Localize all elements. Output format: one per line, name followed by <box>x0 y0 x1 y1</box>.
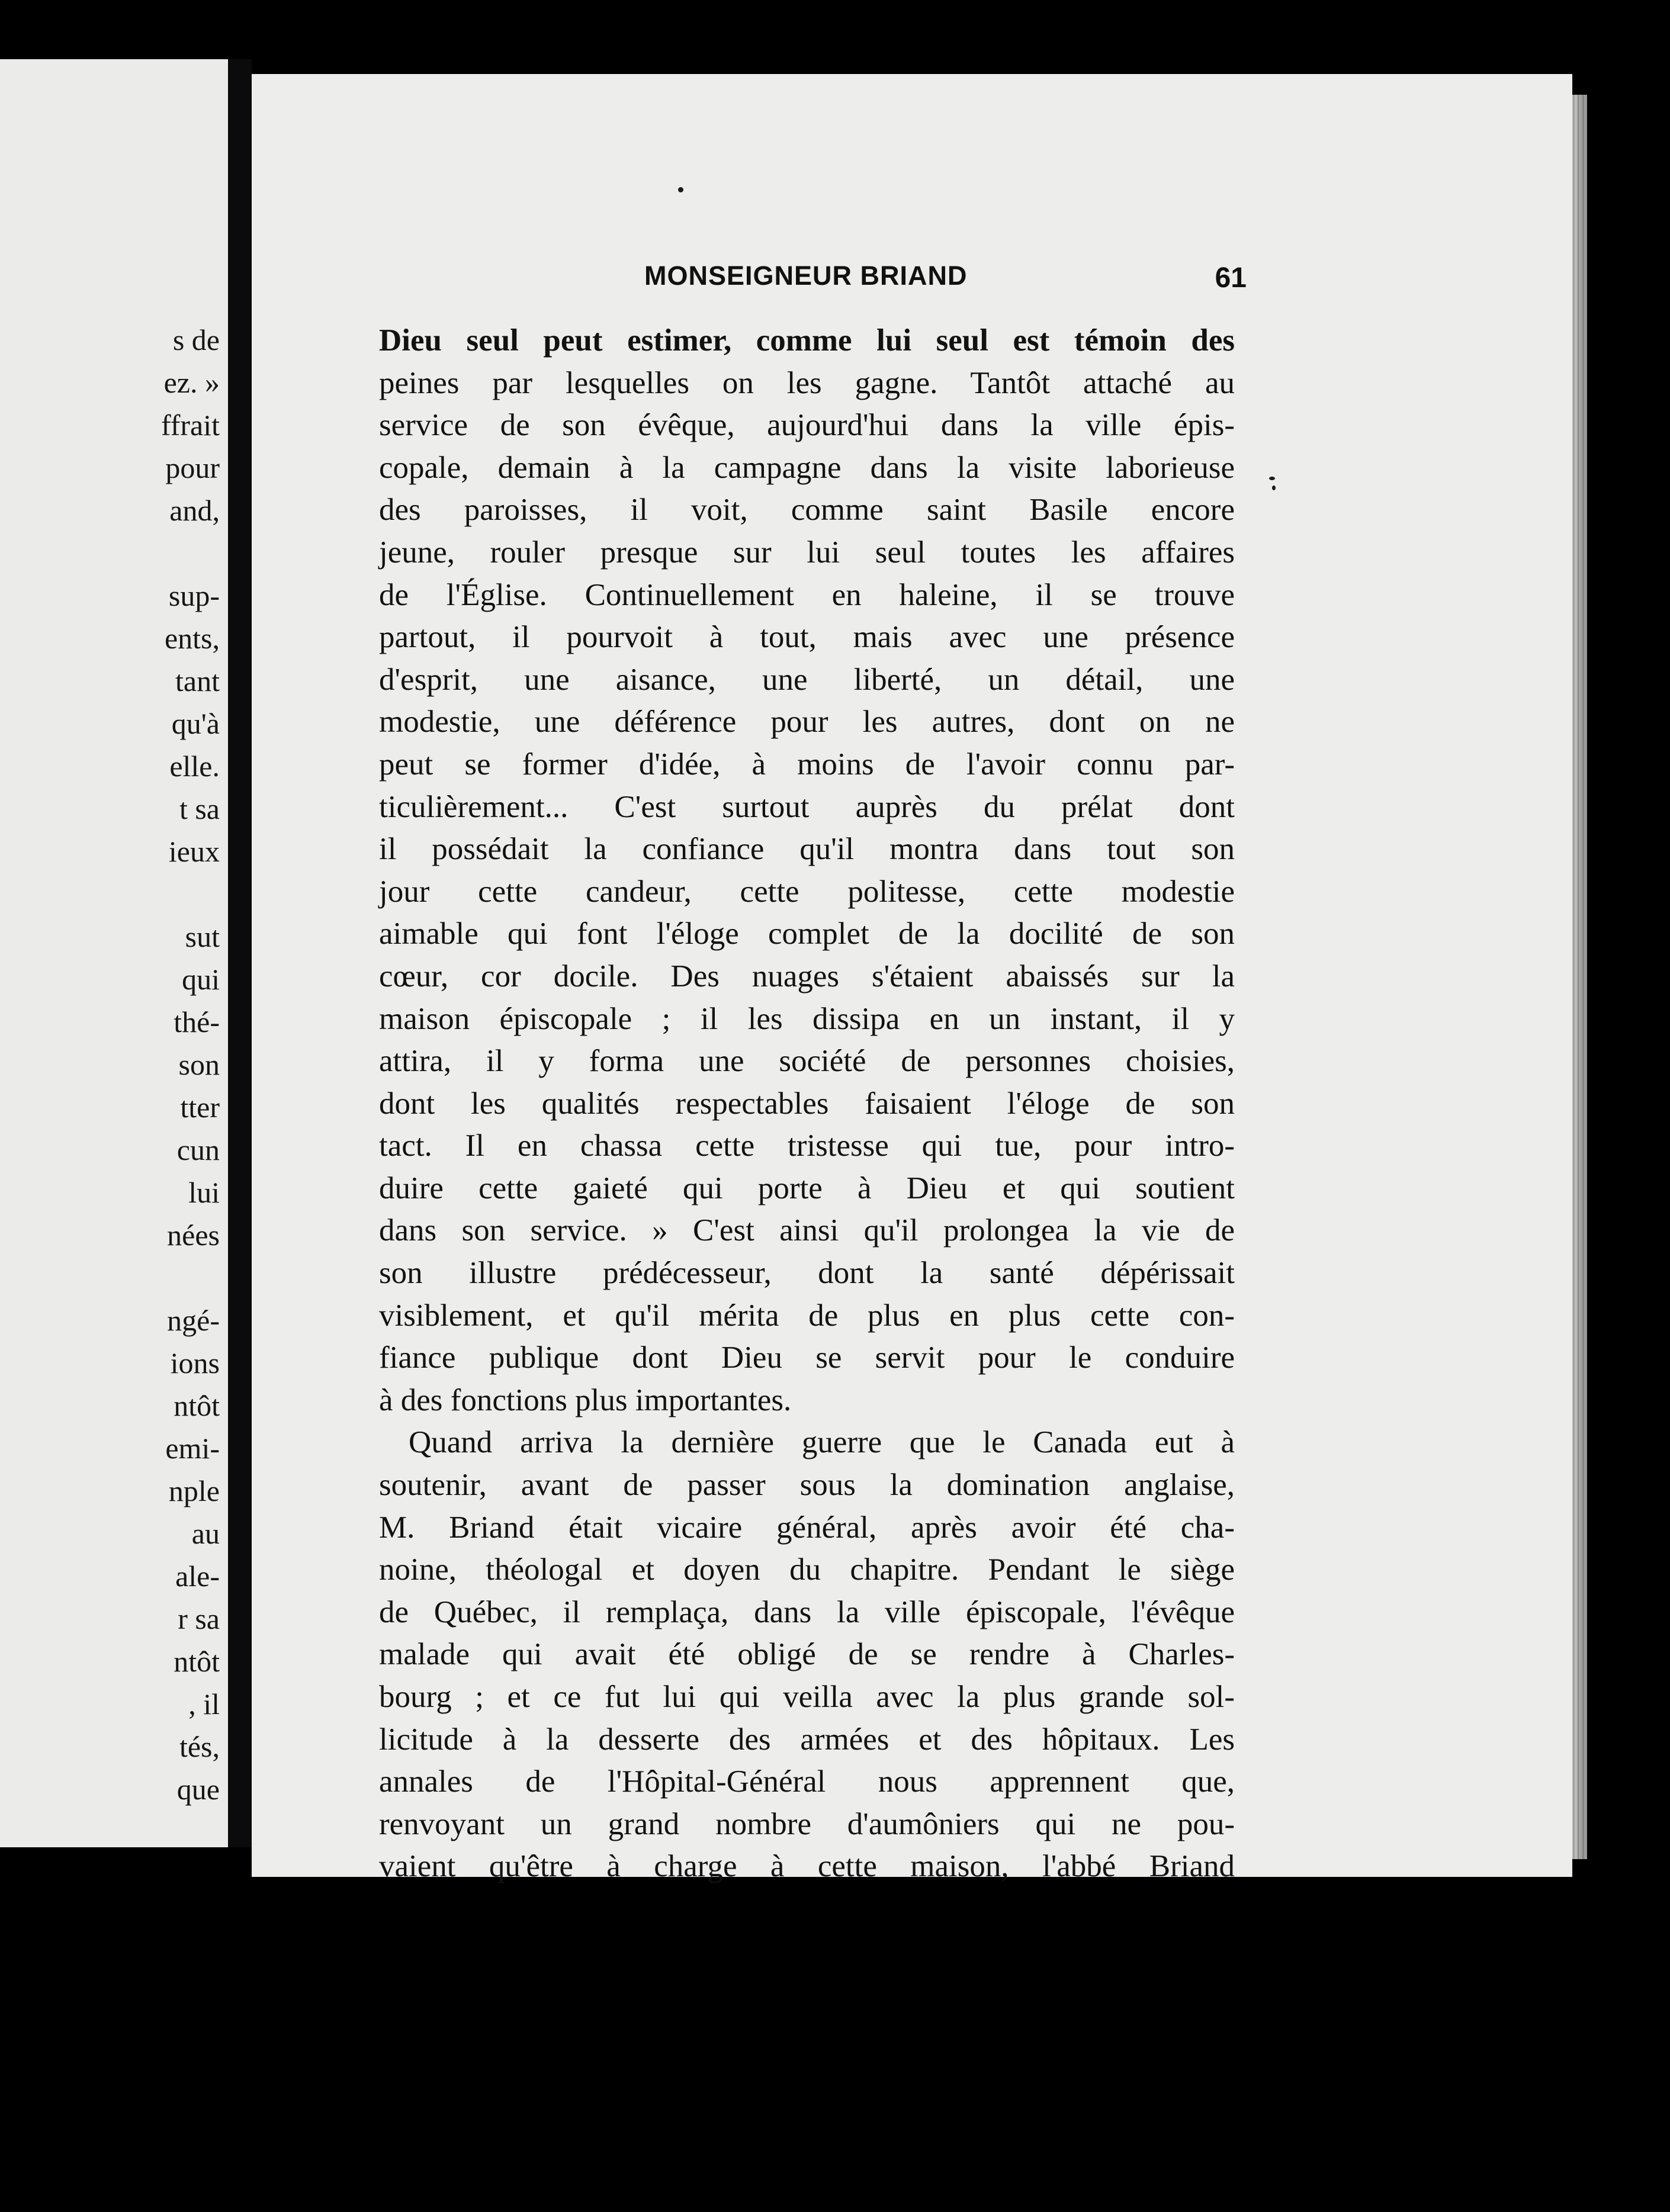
text-line: soutenir, avant de passer sous la domination anglaise, <box>379 1468 1235 1503</box>
text-line: renvoyant un grand nombre d'aumôniers qui ne pou- <box>379 1806 1235 1841</box>
left-page-line: ez. » <box>163 366 220 399</box>
text-line: modestie, une déférence pour les autres, dont on ne <box>379 705 1235 740</box>
text-line: jour cette candeur, cette politesse, cette modestie <box>379 874 1235 909</box>
left-page-line: nées <box>167 1218 220 1252</box>
text-line: peut se former d'idée, à moins de l'avoir connu par- <box>379 747 1235 782</box>
text-line: duire cette gaieté qui porte à Dieu et qui soutient <box>379 1171 1235 1205</box>
text-line: service de son évêque, aujourd'hui dans la ville épis- <box>379 408 1235 443</box>
text-line: partout, il pourvoit à tout, mais avec une présence <box>379 620 1235 655</box>
text-line: vaient qu'être à charge à cette maison, l'abbé Briand <box>379 1849 1235 1884</box>
text-line: tact. Il en chassa cette tristesse qui tue, pour intro- <box>379 1128 1235 1163</box>
text-line: fiance publique dont Dieu se servit pour le conduire <box>379 1340 1235 1375</box>
left-page-line: ntôt <box>174 1389 220 1422</box>
left-page-line: cun <box>176 1133 220 1166</box>
text-line: ticulièrement... C'est surtout auprès du prélat dont <box>379 789 1235 824</box>
text-line: jeune, rouler presque sur lui seul toutes les affaires <box>379 535 1235 570</box>
left-facing-page <box>0 59 228 1847</box>
left-page-line: s de <box>172 323 220 356</box>
left-page-line: ngé- <box>167 1304 220 1337</box>
text-line: dont les qualités respectables faisaient l'éloge de son <box>379 1086 1235 1121</box>
text-line: Quand arriva la dernière guerre que le Canada eut à <box>409 1425 1235 1460</box>
text-line: visiblement, et qu'il mérita de plus en plus cette con- <box>379 1298 1235 1333</box>
left-page-line: que <box>176 1773 220 1806</box>
left-page-line: ntôt <box>174 1645 220 1678</box>
left-page-line: qui <box>182 963 220 996</box>
left-page-line: ffrait <box>160 409 220 442</box>
left-page-line: tés, <box>179 1730 220 1763</box>
left-page-line: thé- <box>174 1005 220 1039</box>
text-line: bourg ; et ce fut lui qui veilla avec la plus grande sol- <box>379 1680 1235 1714</box>
left-page-line: r sa <box>178 1602 220 1635</box>
left-page-line <box>161 1256 220 1299</box>
text-line: cœur, cor docile. Des nuages s'étaient abaissés sur la <box>379 959 1235 994</box>
text-line: peines par lesquelles on les gagne. Tantôt attaché au <box>379 365 1235 400</box>
left-page-line <box>161 873 220 915</box>
left-page-line: elle. <box>169 750 220 783</box>
left-page-line: nple <box>168 1474 220 1507</box>
left-page-line: ions <box>170 1346 220 1380</box>
left-page-line: pour <box>165 451 220 484</box>
left-page-line: ale- <box>175 1560 220 1593</box>
running-head: MONSEIGNEUR BRIAND <box>644 261 968 291</box>
text-line: d'esprit, une aisance, une liberté, un détail, une <box>379 662 1235 697</box>
scan-speck <box>1269 477 1275 480</box>
left-page-line: sut <box>185 920 220 953</box>
text-line: attira, il y forma une société de personnes choisies, <box>379 1044 1235 1079</box>
scan-speck <box>1272 486 1276 490</box>
text-line: de l'Église. Continuellement en haleine, il se trouve <box>379 577 1235 612</box>
left-page-line: qu'à <box>171 707 220 740</box>
text-line: maison épiscopale ; il les dissipa en un instant, il y <box>379 1001 1235 1036</box>
text-line: il possédait la confiance qu'il montra dans tout son <box>379 832 1235 867</box>
left-page-line: , il <box>188 1687 220 1721</box>
book-gutter <box>228 59 252 1847</box>
scan-speck <box>678 187 683 192</box>
left-page-line: emi- <box>165 1432 220 1465</box>
text-line: aimable qui font l'éloge complet de la docilité de son <box>379 917 1235 951</box>
text-line: M. Briand était vicaire général, après avoir été cha- <box>379 1510 1235 1545</box>
text-line: des paroisses, il voit, comme saint Basile encore <box>379 493 1235 528</box>
text-line: noine, théologal et doyen du chapitre. Pendant le siège <box>379 1552 1235 1587</box>
text-line: malade qui avait été obligé de se rendre à Charles- <box>379 1637 1235 1672</box>
text-line: son illustre prédécesseur, dont la santé dépérissait <box>379 1256 1235 1291</box>
left-page-line: son <box>178 1048 220 1081</box>
left-page-line: tter <box>180 1091 220 1124</box>
text-line: annales de l'Hôpital-Général nous apprennent que, <box>379 1764 1235 1799</box>
left-page-line: au <box>191 1517 220 1550</box>
left-page-text <box>161 319 220 1811</box>
page-number: 61 <box>1215 262 1247 294</box>
left-page-line: t sa <box>179 792 220 825</box>
left-page-line: ieux <box>168 835 220 868</box>
left-page-line: ents, <box>164 622 220 655</box>
left-page-line: sup- <box>168 579 220 612</box>
body-text <box>379 320 1235 1888</box>
text-line: dans son service. » C'est ainsi qu'il prolongea la vie de <box>379 1213 1235 1248</box>
text-line: Dieu seul peut estimer, comme lui seul est témoin des <box>379 323 1235 358</box>
text-line: licitude à la desserte des armées et des hôpitaux. Les <box>379 1722 1235 1757</box>
text-line: de Québec, il remplaça, dans la ville épiscopale, l'évêque <box>379 1594 1235 1629</box>
left-page-line: lui <box>188 1176 220 1209</box>
text-line: à des fonctions plus importantes. <box>379 1382 792 1417</box>
left-page-line <box>161 532 220 574</box>
left-page-line: and, <box>169 494 220 527</box>
left-page-line: tant <box>175 664 220 697</box>
text-line: copale, demain à la campagne dans la visite laborieuse <box>379 450 1235 485</box>
